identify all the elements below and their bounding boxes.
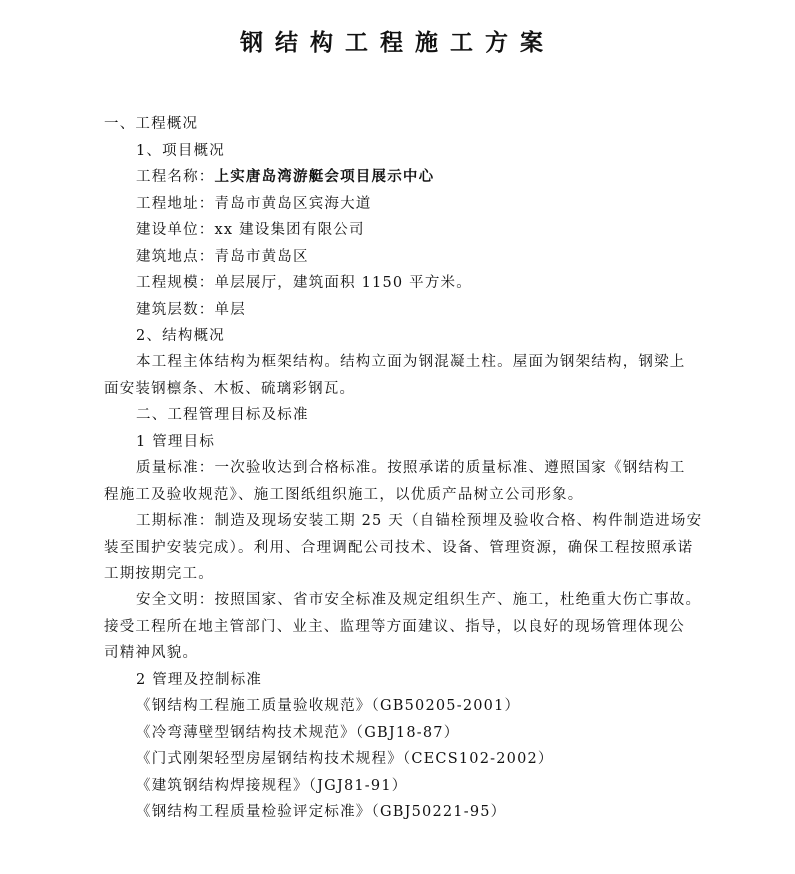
standard-item: 《建筑钢结构焊接规程》（JGJ81-91） [136, 778, 408, 794]
subsection-heading: 1 管理目标 [136, 434, 216, 450]
subsection-heading: 2、结构概况 [136, 328, 225, 344]
paragraph-line: 质量标准：一次验收达到合格标准。按照承诺的质量标准、遵照国家《钢结构工 [136, 460, 686, 476]
paragraph-line: 工期按期完工。 [104, 566, 214, 582]
standard-item: 《冷弯薄壁型钢结构技术规范》（GBJ18-87） [136, 725, 460, 741]
paragraph-line: 本工程主体结构为框架结构。结构立面为钢混凝土柱。屋面为钢架结构，钢梁上 [136, 354, 686, 370]
paragraph-line: 安全文明：按照国家、省市安全标准及规定组织生产、施工，杜绝重大伤亡事故。 [136, 592, 702, 608]
subsection-heading: 1、项目概况 [136, 143, 225, 159]
standard-item: 《门式刚架轻型房屋钢结构技术规程》（CECS102-2002） [136, 751, 554, 767]
document-title: 钢结构工程施工方案 [240, 29, 555, 56]
project-address-line: 工程地址：青岛市黄岛区宾海大道 [136, 196, 372, 212]
paragraph-line: 工期标准：制造及现场安装工期 25 天（自锚栓预埋及验收合格、构件制造进场安 [136, 513, 703, 529]
standard-item: 《钢结构工程施工质量验收规范》（GB50205-2001） [136, 698, 521, 714]
project-name-label: 工程名称： [136, 169, 215, 185]
building-floors-line: 建筑层数：单层 [136, 302, 246, 318]
section-heading: 一、工程概况 [104, 116, 199, 132]
project-scale-line: 工程规模：单层展厅，建筑面积 1150 平方米。 [136, 275, 472, 291]
project-name-value: 上实唐岛湾游艇会项目展示中心 [214, 168, 435, 185]
paragraph-line: 面安装钢檩条、木板、硫璃彩钢瓦。 [104, 381, 356, 397]
standard-item: 《钢结构工程质量检验评定标准》（GBJ50221-95） [136, 804, 507, 820]
construction-unit-line: 建设单位：xx 建设集团有限公司 [136, 222, 365, 238]
paragraph-line: 接受工程所在地主管部门、业主、监理等方面建议、指导，以良好的现场管理体现公 [104, 619, 685, 635]
paragraph-line: 司精神风貌。 [104, 645, 199, 661]
paragraph-line: 装至围护安装完成）。利用、合理调配公司技术、设备、管理资源，确保工程按照承诺 [104, 540, 694, 556]
building-location-line: 建筑地点：青岛市黄岛区 [136, 249, 309, 265]
subsection-heading: 2 管理及控制标准 [136, 672, 263, 688]
paragraph-line: 程施工及验收规范》、施工图纸组织施工，以优质产品树立公司形象。 [104, 487, 584, 503]
section-heading: 二、工程管理目标及标准 [136, 407, 309, 423]
project-name-line [136, 165, 434, 186]
